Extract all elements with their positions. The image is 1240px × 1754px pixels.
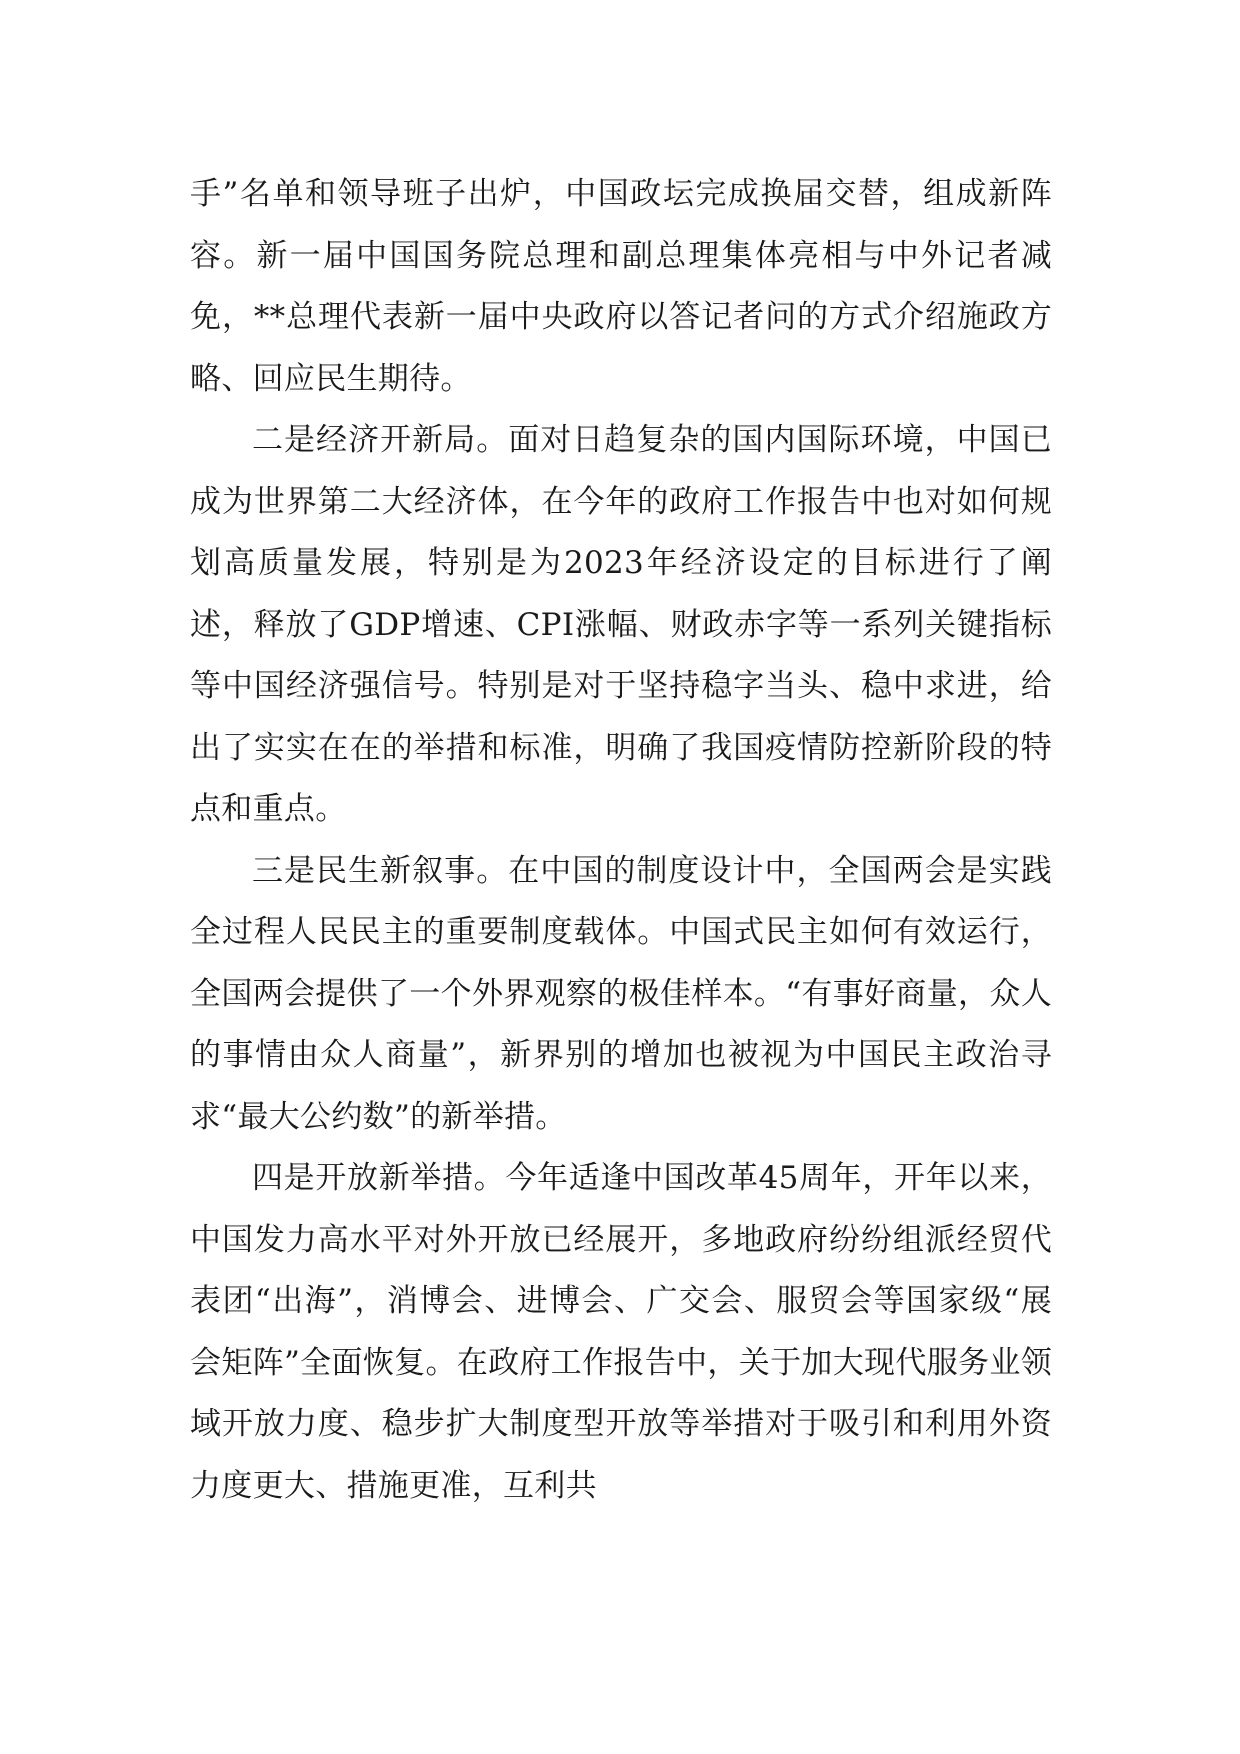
paragraph-continuation: 手”名单和领导班子出炉，中国政坛完成换届交替，组成新阵容。新一届中国国务院总理和副总理集体亮相与中外记者减免，**总理代表新一届中央政府以答记者问的方式介绍施政方略、回应民生期待。 [190, 176, 1052, 397]
paragraph-livelihood: 三是民生新叙事。在中国的制度设计中，全国两会是实践全过程人民民主的重要制度载体。中国式民主如何有效运行，全国两会提供了一个外界观察的极佳样本。“有事好商量，众人的事情由众人商量”，新界别的增加也被视为中国民主政治寻求“最大公约数”的新举措。 [190, 852, 1052, 1135]
paragraph-opening-up: 四是开放新举措。今年适逢中国改革45周年，开年以来，中国发力高水平对外开放已经展开，多地政府纷纷组派经贸代表团“出海”，消博会、进博会、广交会、服贸会等国家级“展会矩阵”全面恢复。在政府工作报告中，关于加大现代服务业领域开放力度、稳步扩大制度型开放等举措对于吸引和利用外资力度更大、措施更准，互利共 [190, 1160, 1052, 1504]
document-body [190, 164, 1052, 1517]
paragraph-economy: 二是经济开新局。面对日趋复杂的国内国际环境，中国已成为世界第二大经济体，在今年的政府工作报告中也对如何规划高质量发展，特别是为2023年经济设定的目标进行了阐述，释放了GDP增速、CPI涨幅、财政赤字等一系列关键指标等中国经济强信号。特别是对于坚持稳字当头、稳中求进，给出了实实在在的举措和标准，明确了我国疫情防控新阶段的特点和重点。 [190, 422, 1052, 827]
